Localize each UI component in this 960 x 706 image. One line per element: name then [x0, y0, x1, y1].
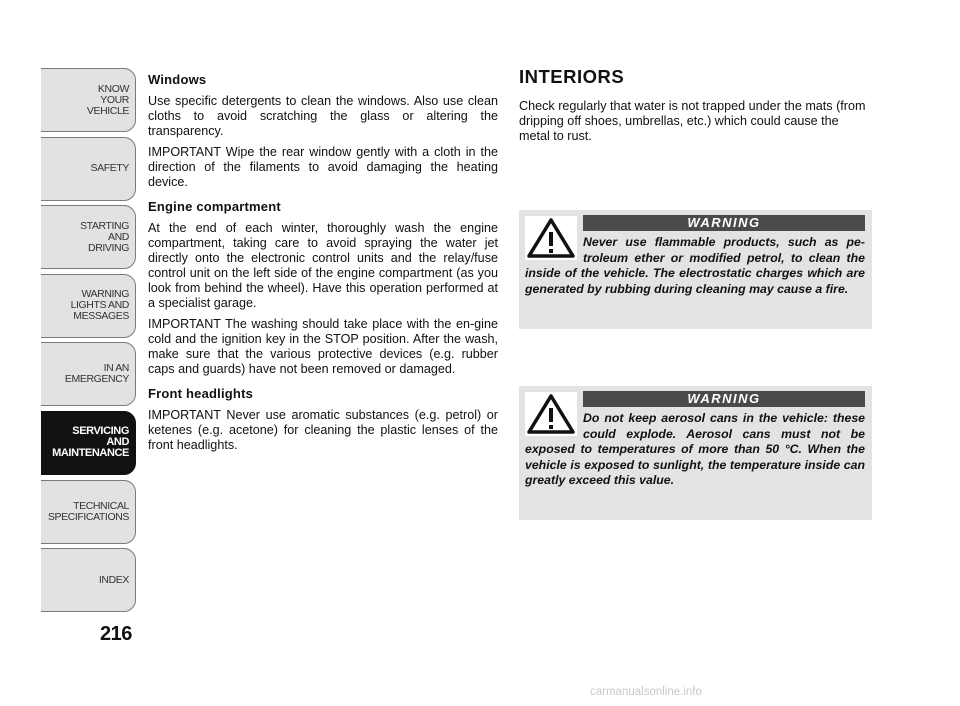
- warning-text: Do not keep aerosol cans in the vehicle: these could explode. Aerosol cans must not be exposed to temperatures of more than 50 °C. When the vehicle is exposed to sunlight, the temperature inside can greatly exceed this value.: [525, 411, 865, 487]
- engine-paragraph-2: IMPORTANT The washing should take place with the en-gine cold and the ignition key in the STOP position. After the wash, make sure that the various protective devices (e.g. rubber caps and guards) have not been removed or damaged.: [148, 317, 498, 376]
- warning-title: WARNING: [583, 215, 865, 231]
- interiors-title: INTERIORS: [519, 66, 625, 87]
- right-column: [519, 66, 871, 144]
- warning-text: Never use flammable products, such as pe-troleum ether or modified petrol, to clean the inside of the vehicle. The electrostatic charges which are generated by rubbing during cleaning may cause a fire.: [525, 235, 865, 296]
- interiors-text: Check regularly that water is not trapped under the mats (from dripping off shoes, umbrellas, etc.) which could cause the metal to rust.: [519, 99, 866, 143]
- warning-triangle-icon: [525, 216, 577, 260]
- headlights-paragraph: IMPORTANT Never use aromatic substances (e.g. petrol) or ketenes (e.g. acetone) for cleaning the plastic lenses of the front headlights.: [148, 408, 498, 452]
- page-number: 216: [100, 623, 132, 645]
- left-column: [148, 72, 498, 459]
- headlights-heading: Front headlights: [148, 386, 254, 401]
- warning-title: WARNING: [583, 391, 865, 407]
- chapter-tabs: [41, 68, 136, 617]
- warning-box-aerosol: [519, 386, 872, 520]
- warning-triangle-icon: [525, 392, 577, 436]
- windows-paragraph-2: IMPORTANT Wipe the rear window gently with a cloth in the direction of the filaments to avoid damaging the heating device.: [148, 145, 498, 189]
- windows-paragraph-1: Use specific detergents to clean the windows. Also use clean cloths to avoid scratching the glass or altering the transparency.: [148, 94, 498, 138]
- tab-know-your-vehicle[interactable]: KNOW YOUR VEHICLE: [41, 68, 136, 132]
- engine-heading: Engine compartment: [148, 199, 281, 214]
- tab-index[interactable]: INDEX: [41, 548, 136, 612]
- tab-safety[interactable]: SAFETY: [41, 137, 136, 201]
- tab-starting-and-driving[interactable]: STARTING AND DRIVING: [41, 205, 136, 269]
- tab-warning-lights[interactable]: WARNING LIGHTS AND MESSAGES: [41, 274, 136, 338]
- engine-paragraph-1: At the end of each winter, thoroughly wash the engine compartment, taking care to avoid spraying the water jet directly onto the electronic control units and the relay/fuse control unit on the left side of the engine compartment (as you look from behind the wheel). Have this operation performed at a specialist garage.: [148, 221, 498, 310]
- warning-box-flammable: [519, 210, 872, 329]
- tab-technical-specifications[interactable]: TECHNICAL SPECIFICATIONS: [41, 480, 136, 544]
- tab-servicing-maintenance[interactable]: SERVICING AND MAINTENANCE: [41, 411, 136, 475]
- tab-emergency[interactable]: IN AN EMERGENCY: [41, 342, 136, 406]
- watermark-text: carmanualsonline.info: [590, 686, 702, 698]
- windows-heading: Windows: [148, 72, 207, 87]
